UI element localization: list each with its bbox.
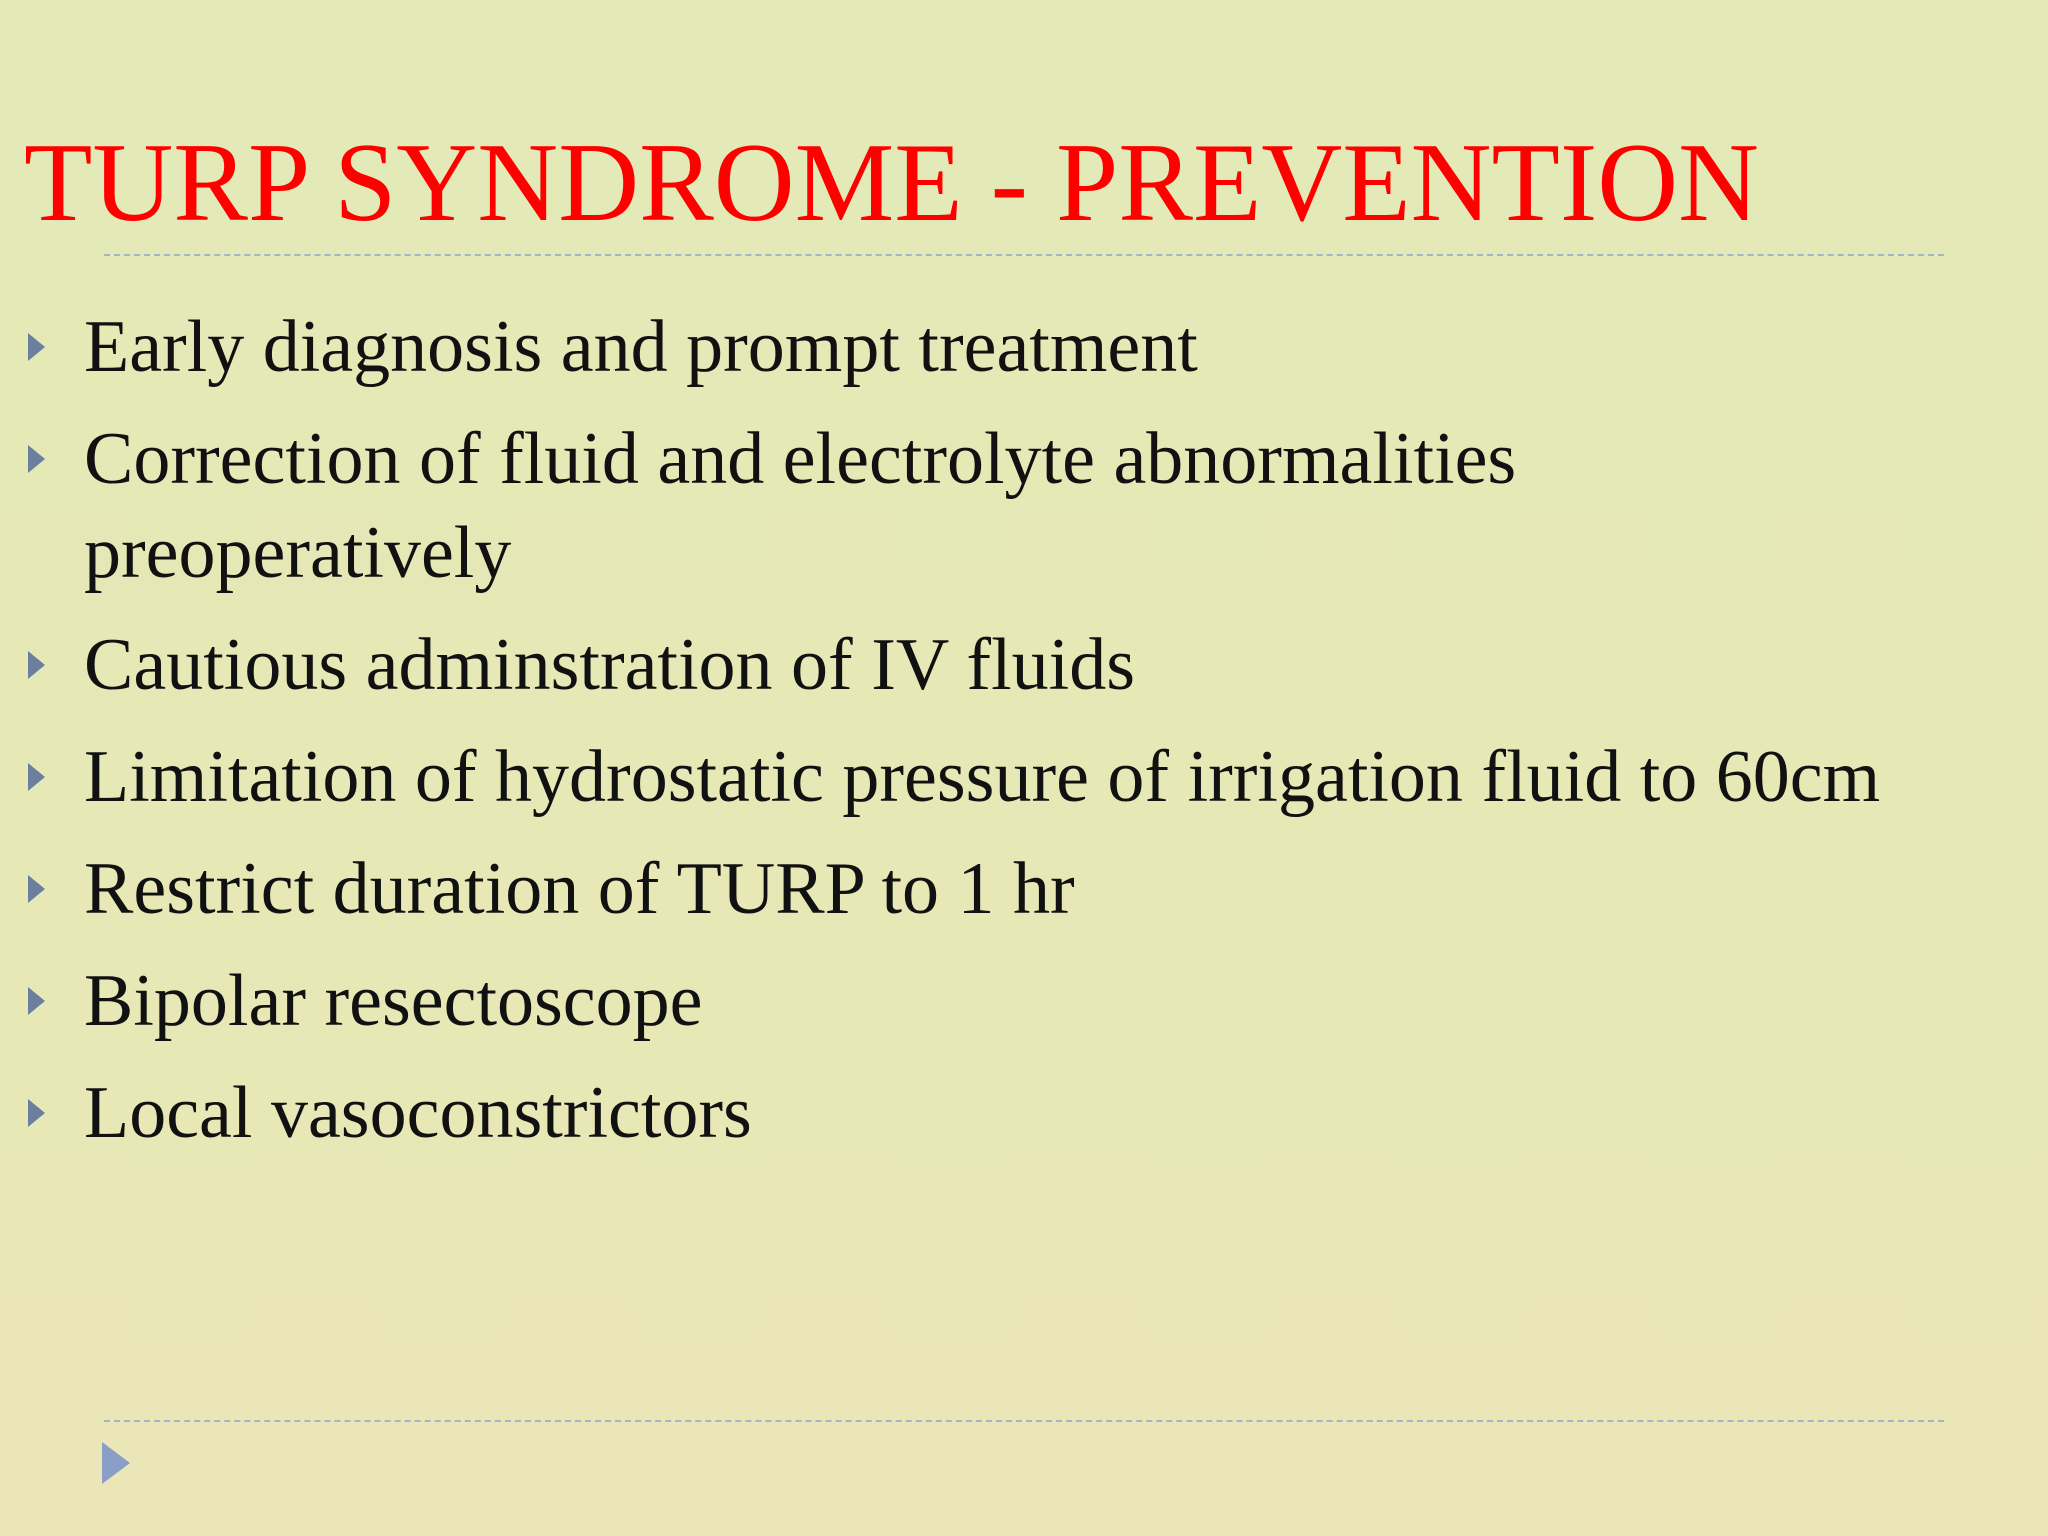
title-divider: [104, 254, 1944, 256]
bullet-text: Local vasoconstrictors: [84, 1072, 752, 1154]
triangle-right-icon: [28, 445, 45, 473]
next-slide-arrow-icon[interactable]: [102, 1442, 130, 1484]
triangle-right-icon: [28, 1099, 45, 1127]
triangle-right-icon: [28, 333, 45, 361]
bullet-text: Correction of fluid and electrolyte abnormalities preoperatively: [84, 418, 1517, 594]
list-item: [26, 954, 2036, 1048]
bullet-text: Restrict duration of TURP to 1 hr: [84, 848, 1075, 930]
triangle-right-icon: [28, 875, 45, 903]
bullet-text: Bipolar resectoscope: [84, 960, 703, 1042]
list-item: [26, 412, 2036, 600]
footer-divider: [104, 1420, 1944, 1422]
list-item: [26, 730, 2036, 824]
slide-title: TURP SYNDROME - PREVENTION: [24, 121, 1760, 245]
triangle-right-icon: [28, 651, 45, 679]
list-item: [26, 618, 2036, 712]
list-item: [26, 1066, 2036, 1160]
triangle-right-icon: [28, 987, 45, 1015]
bullet-text: Early diagnosis and prompt treatment: [84, 306, 1198, 388]
bullet-text: Limitation of hydrostatic pressure of irrigation fluid to 60cm: [84, 736, 1881, 818]
triangle-right-icon: [28, 763, 45, 791]
bullet-text: Cautious adminstration of IV fluids: [84, 624, 1135, 706]
list-item: [26, 300, 2036, 394]
list-item: [26, 842, 2036, 936]
bullet-list: [26, 300, 2036, 1178]
